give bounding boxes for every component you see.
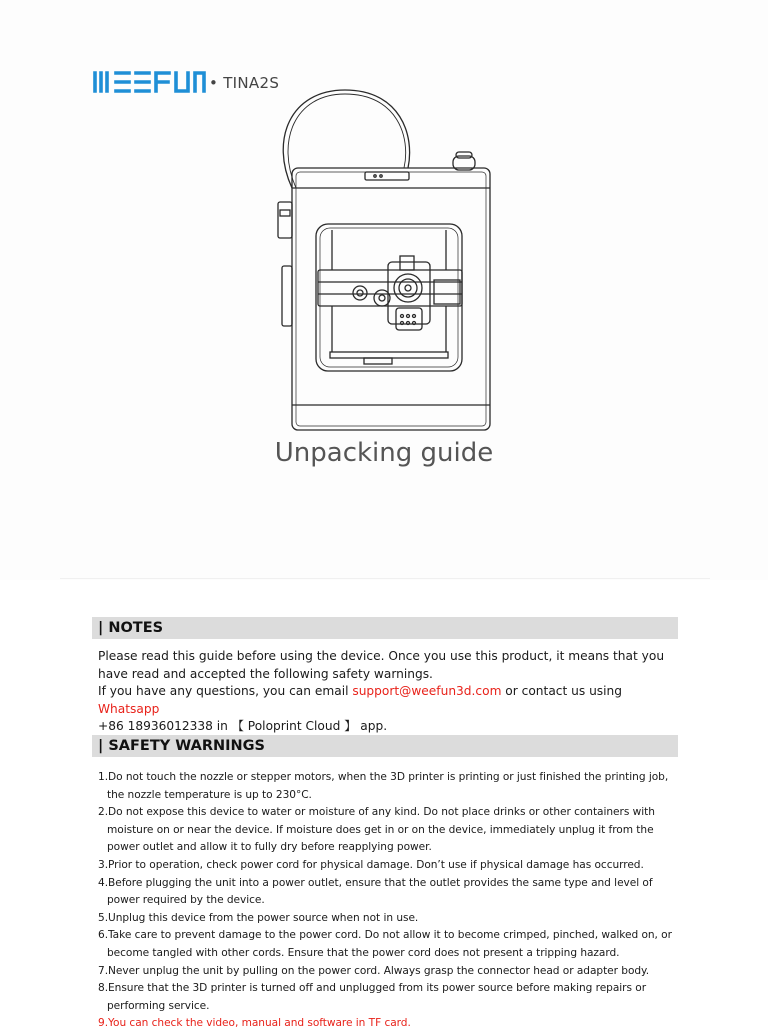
whatsapp-link[interactable]: Whatsapp xyxy=(98,701,160,716)
safety-item-4: 4.Before plugging the unit into a power outlet, ensure that the outlet provides the same type and level of power required by the device. xyxy=(98,876,653,907)
display-panel xyxy=(365,172,409,180)
safety-item-7: 7.Never unplug the unit by pulling on the power cord. Always grasp the connector head or adapter body. xyxy=(98,964,650,977)
document-title: Unpacking guide xyxy=(274,438,494,468)
safety-warnings-list xyxy=(98,769,682,1033)
safety-item-6: 6.Take care to prevent damage to the power cord. Do not allow it to become crimped, pinched, walked on, or become tangled with other cords. Ensure that the power cord does not present a tripping hazard. xyxy=(98,929,672,959)
safety-item-8: 8.Ensure that the 3D printer is turned off and unplugged from its power source before making repairs or performing service. xyxy=(98,982,647,1012)
weefun-logo-icon xyxy=(92,68,206,96)
build-plate xyxy=(330,352,448,358)
notes-section xyxy=(98,648,678,736)
notes-contact-middle: or contact us using xyxy=(501,684,623,698)
safety-item-9: 9.You can check the video, manual and software in TF card. xyxy=(98,1017,411,1030)
safety-item-2: 2.Do not expose this device to water or moisture of any kind. Do not place drinks or other containers with moisture on or near the device. If moisture does get in or on the device, immediately unplug it from the power outlet and allow it to fully dry before reapplying power. xyxy=(98,806,655,854)
page-divider xyxy=(60,578,710,579)
notes-phone-app: +86 18936012338 in 【 Poloprint Cloud 】 app. xyxy=(98,719,388,733)
safety-item-1: 1.Do not touch the nozzle or stepper motors, when the 3D printer is printing or just finished the printing job, the nozzle temperature is up to 230°C. xyxy=(98,771,669,801)
notes-intro: Please read this guide before using the device. Once you use this product, it means that you have read and accepted the following safety warnings. xyxy=(98,649,665,681)
build-window xyxy=(316,224,462,371)
support-email-link[interactable]: support@weefun3d.com xyxy=(352,684,502,698)
safety-warnings-heading: | SAFETY WARNINGS xyxy=(92,735,678,757)
model-name: • TINA2S xyxy=(209,74,280,92)
notes-contact-prefix: If you have any questions, you can email xyxy=(98,684,353,698)
notes-heading: | NOTES xyxy=(92,617,678,639)
safety-item-3: 3.Prior to operation, check power cord for physical damage. Don’t use if physical damage has occurred. xyxy=(98,858,644,871)
printer-illustration xyxy=(250,80,510,440)
safety-item-5: 5.Unplug this device from the power source when not in use. xyxy=(98,911,419,924)
filament-tube xyxy=(283,90,409,188)
notes-contact xyxy=(98,683,678,718)
